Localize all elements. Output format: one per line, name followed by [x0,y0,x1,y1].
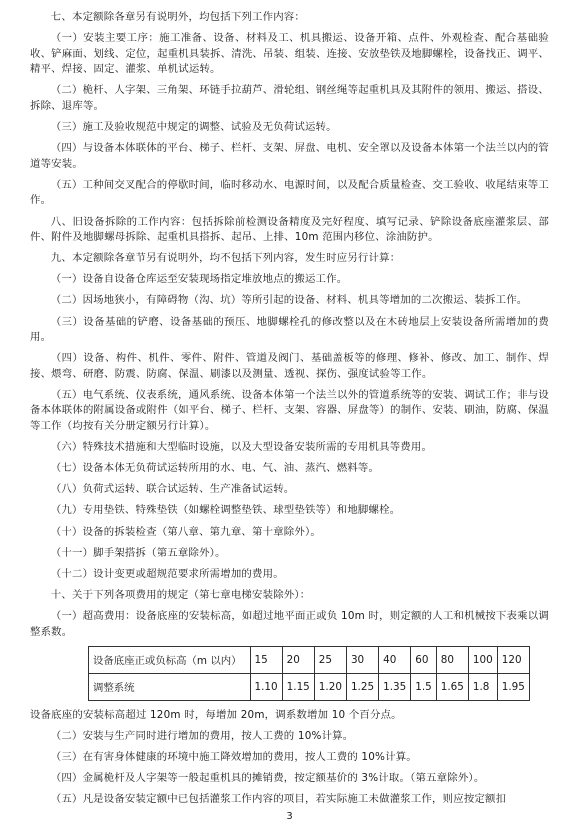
paragraph: （四）与设备本体联体的平台、梯子、栏杆、支架、屏盘、电机、安全罩以及设备本体第一个法兰以内的管道等安装。 [30,142,549,170]
paragraph: （二）桅杆、人字架、三角架、环链手拉葫芦、滑轮组、钢丝绳等起重机具及其附件的领用、搬运、搭设、拆除、退库等。 [30,84,549,112]
page-number: 3 [286,811,293,822]
paragraph: （四）金属桅杆及人字架等一般起重机具的摊销费，按定额基价的 3%计取。（第五章除外）。 [50,771,485,784]
paragraph: 八、旧设备拆除的工作内容：包括拆除前检测设备精度及完好程度、填写记录、铲除设备底座灌浆层、部件、附件及地脚螺母拆除、起重机具搭拆、起吊、上排、10m 范围内移位、涂油防护。 [30,215,549,244]
table-cell: 30 [346,646,378,673]
body-text-before-table [30,10,549,640]
table-cell: 25 [314,646,346,673]
table-cell: 60 [411,646,437,673]
table-cell: 1.10 [250,673,282,700]
table-row-heights [89,646,530,673]
paragraph: （六）特殊技术措施和大型临时设施，以及大型设备安装所需的专用机具等费用。 [50,441,433,454]
paragraph: 十、关于下列各项费用的规定（第七章电梯安装除外）： [50,588,311,601]
table-cell: 20 [282,646,314,673]
paragraph: （九）专用垫铁、特殊垫铁（如螺栓调整垫铁、球型垫铁等）和地脚螺栓。 [50,504,401,517]
height-adjustment-table [88,646,530,701]
paragraph: （二）安装与生产同时进行增加的费用，按人工费的 10%计算。 [50,729,354,742]
table-cell: 80 [436,646,468,673]
paragraph: 七、本定额除各章另有说明外，均包括下列工作内容： [50,11,305,23]
paragraph: 九、本定额除各章节另有说明外，均不包括下列内容，发生时应另行计算： [50,252,401,265]
paragraph: （一）安装主要工序：施工准备、设备、材料及工、机具搬运、设备开箱、点件、外观检查、配合基础验收、铲麻面、划线、定位，起重机具装拆、清洗、吊装、组装、连接、安放垫铁及地脚螺栓，设备找正、调平、精平、焊接、固定、灌浆、单机试运转。 [30,32,549,76]
table-cell: 1.95 [497,673,529,700]
table-row-coefficients [89,673,530,700]
paragraph: （七）设备本体无负荷试运转所用的水、电、气、油、蒸汽、燃料等。 [50,462,380,475]
table-cell: 120 [497,646,529,673]
paragraph: （一）设备自设备仓库运至安装现场指定堆放地点的搬运工作。 [50,273,348,286]
table-header-cell: 调整系统 [89,673,251,700]
body-text-after-table [30,708,549,808]
table-cell: 100 [468,646,497,673]
table-cell: 40 [379,646,411,673]
paragraph: （五）凡是设备安装定额中已包括灌浆工作内容的项目，若实际施工未做灌浆工作，则应按定额扣 [50,792,507,805]
paragraph: （三）在有害身体健康的环境中施工降效增加的费用，按人工费的 10%计算。 [50,750,417,763]
table-cell: 1.35 [379,673,411,700]
table-cell: 1.20 [314,673,346,700]
paragraph: （十）设备的拆装检查（第八章、第九章、第十章除外）。 [50,525,321,538]
paragraph: （一）超高费用：设备底座的安装标高，如超过地平面正或负 10m 时，则定额的人工和机械按下表乘以调整系数。 [30,609,549,638]
paragraph: （八）负荷式运转、联合试运转、生产准备试运转。 [50,483,295,496]
table-cell: 1.8 [468,673,497,700]
table-cell: 1.5 [411,673,437,700]
paragraph: （三）施工及验收规范中规定的调整、试验及无负荷试运转。 [50,121,337,134]
paragraph: （三）设备基础的铲磨、设备基础的预压、地脚螺栓孔的修改整以及在木砖地层上安装设备所需增加的费用。 [30,315,549,344]
table-cell: 1.65 [436,673,468,700]
table-header-cell: 设备底座正或负标高（m 以内） [89,646,251,673]
paragraph: （十一）脚手架搭拆（第五章除外）。 [50,546,226,559]
table-cell: 1.15 [282,673,314,700]
paragraph: （五）电气系统、仪表系统，通风系统、设备本体第一个法兰以外的管道系统等的安装、调试工作；非与设备本体联体的附属设备或附件（如平台、梯子、栏杆、支架、容器、屏盘等）的制作、安装、刷油，防腐、保温等工作（均按有关分册定额另行计算）。 [30,388,549,433]
paragraph: （十二）设计变更或超规范要求所需增加的费用。 [50,567,284,580]
paragraph: （四）设备、构件、机件、零件、附件、管道及阀门、基础盖板等的修理、修补、修改、加工、制作、焊接、煨弯、研磨、防震、防腐、保温、刷漆以及测量、透视、探伤、强度试验等工作。 [30,352,549,380]
paragraph: （二）因场地狭小，有障碍物（沟、坑）等所引起的设备、材料、机具等增加的二次搬运、装拆工作。 [50,294,528,307]
paragraph: 设备底座的安装标高超过 120m 时，每增加 20m，调系数增加 10 个百分点。 [30,708,402,721]
paragraph: （五）工种间交叉配合的停歇时间，临时移动水、电源时间，以及配合质量检查、交工验收、收尾结束等工作。 [30,178,549,207]
table-cell: 1.25 [346,673,378,700]
table-cell: 15 [250,646,282,673]
